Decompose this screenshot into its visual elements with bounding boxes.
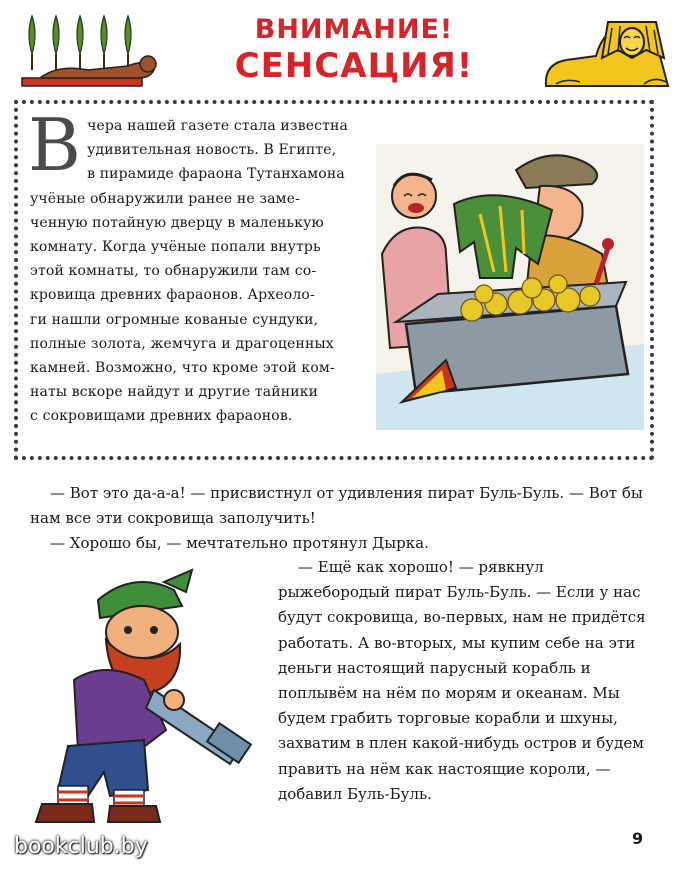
article-line: в пирамиде фараона Тутанхамона <box>87 166 345 183</box>
drop-cap: В <box>28 103 82 187</box>
pirate-with-telescope-illustration <box>14 560 264 830</box>
article-line: чера нашей газете стала известна <box>87 118 349 134</box>
article-line: учёные обнаружили ранее не заме- <box>30 190 301 207</box>
watermark: bookclub.by <box>14 834 148 859</box>
article-line: этой комнаты, то обнаружили там со- <box>30 263 317 280</box>
sphinx-icon <box>536 4 676 94</box>
story-paragraph-1: — Вот это да-а-а! — присвистнул от удивления пират Буль-Буль. — Вот бы нам все эти сокровища заполучить! <box>30 484 643 528</box>
news-article-text <box>28 103 366 429</box>
headline-sensation: СЕНСАЦИЯ! <box>234 46 474 86</box>
article-line: комнату. Когда учёные попали внутрь <box>30 239 321 256</box>
page-number: 9 <box>632 829 644 848</box>
article-line: полные золота, жемчуга и драгоценных <box>30 335 334 352</box>
article-line: с сокровищами древних фараонов. <box>30 408 293 425</box>
article-line: ги нашли огромные кованые сундуки, <box>30 311 319 328</box>
headline-attention: ВНИМАНИЕ! <box>254 14 454 45</box>
pyramid-palms-illustration <box>18 12 168 92</box>
story-paragraph-2: — Хорошо бы, — мечтательно протянул Дырка. <box>50 534 429 552</box>
article-line: наты вскоре найдут и другие тайники <box>30 384 319 401</box>
article-line: камней. Возможно, что кроме этой ком- <box>30 360 335 377</box>
article-line: ченную потайную дверцу в маленькую <box>30 214 324 231</box>
archaeologists-treasure-chest-illustration <box>376 144 644 430</box>
story-paragraph-3: — Ещё как хорошо! — рявкнул рыжебородый пират Буль-Буль. — Если у нас будут сокровища, во-первых, нам не придётся работать. А во-вторых, мы купим себе на эти деньги настоящий парусный корабль и поплывём на нём по морям и океанам. Мы будем грабить торговые корабли и шхуны, захватим в плен какой-нибудь остров и будем править на нём как настоящие короли, — добавил Буль-Буль. <box>278 558 646 803</box>
article-line: удивительная новость. В Египте, <box>87 142 337 159</box>
article-line: кровища древних фараонов. Археоло- <box>30 287 315 304</box>
